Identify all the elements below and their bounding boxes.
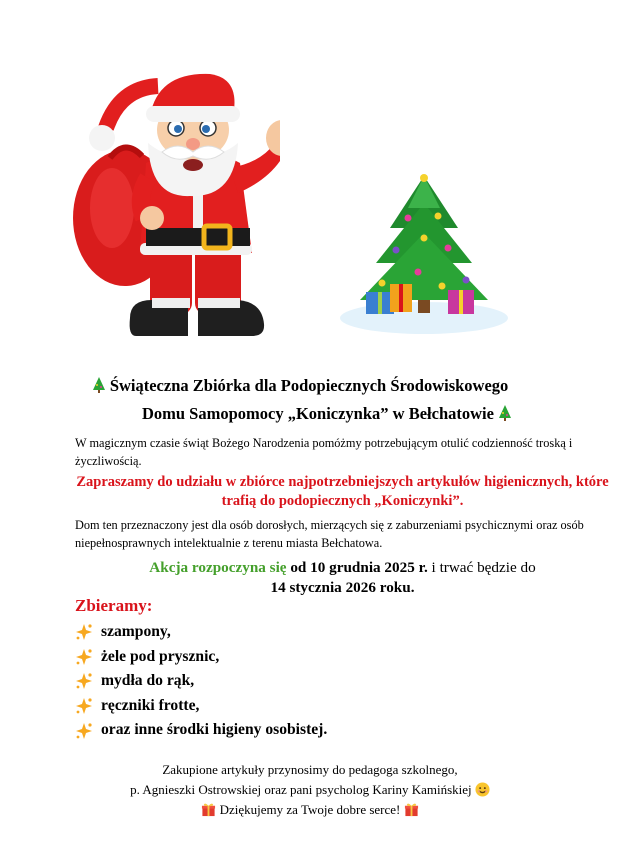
end-date: 14 stycznia 2026 roku. (270, 579, 415, 596)
footer-line-1: Zakupione artykuły przynosimy do pedagoga szkolnego, (162, 762, 458, 777)
sparkles-icon (75, 648, 93, 666)
collect-heading: Zbieramy: (75, 596, 153, 615)
list-item-text: ręczniki frotte, (101, 696, 200, 714)
list-item (75, 718, 327, 743)
collect-list (75, 620, 327, 743)
gift-icon (404, 802, 419, 817)
start-date: od 10 grudnia 2025 r. (290, 559, 428, 576)
intro-paragraph: W magicznym czasie świąt Bożego Narodzenia pomóżmy potrzebującym otulić codzienność troską i życzliwością. (75, 436, 573, 468)
list-item-text: mydła do rąk, (101, 672, 195, 690)
info-paragraph: Dom ten przeznaczony jest dla osób dorosłych, mierzących się z zaburzeniami psychicznymi oraz osób niepełnosprawnych intelektualnie z terenu miasta Bełchatowa. (75, 518, 584, 550)
start-label: Akcja rozpoczyna się (149, 559, 287, 576)
page-title (0, 372, 620, 428)
footer-line-2-text: p. Agnieszki Ostrowskiej oraz pani psycholog Kariny Kamińskiej (130, 782, 472, 797)
christmas-tree-icon (92, 377, 106, 393)
christmas-tree-icon (498, 405, 512, 421)
dates-middle: i trwać będzie do (431, 559, 536, 576)
smiley-icon (475, 782, 490, 797)
list-item-text: oraz inne środki higieny osobistej. (101, 721, 328, 739)
list-item-text: szampony, (101, 623, 171, 640)
sparkles-icon (75, 623, 93, 641)
christmas-tree-illustration (338, 168, 510, 338)
list-item-text: żele pod prysznic, (101, 647, 220, 665)
sparkles-icon (75, 697, 93, 715)
footer (0, 760, 620, 820)
list-item (75, 694, 327, 719)
title-line-2-text: Domu Samopomocy „Koniczynka” w Bełchatowie (141, 404, 494, 423)
list-item (75, 620, 327, 645)
title-line-1 (0, 372, 620, 400)
footer-line-2 (0, 780, 620, 800)
invite-paragraph: Zapraszamy do udziału w zbiórce najpotrzebniejszych artykułów higienicznych, które trafią do podopiecznych „Koniczynki”. (76, 474, 609, 509)
footer-line-3 (0, 800, 620, 820)
footer-line-3-text: Dziękujemy za Twoje dobre serce! (219, 802, 401, 817)
gift-icon (201, 802, 216, 817)
santa-illustration (70, 68, 280, 354)
title-line-2 (0, 400, 620, 428)
sparkles-icon (75, 672, 93, 690)
campaign-dates (75, 558, 610, 598)
title-line-1-text: Świąteczna Zbiórka dla Podopiecznych Środowiskowego (109, 376, 509, 395)
list-item (75, 669, 327, 694)
sparkles-icon (75, 722, 93, 740)
list-item (75, 645, 327, 670)
